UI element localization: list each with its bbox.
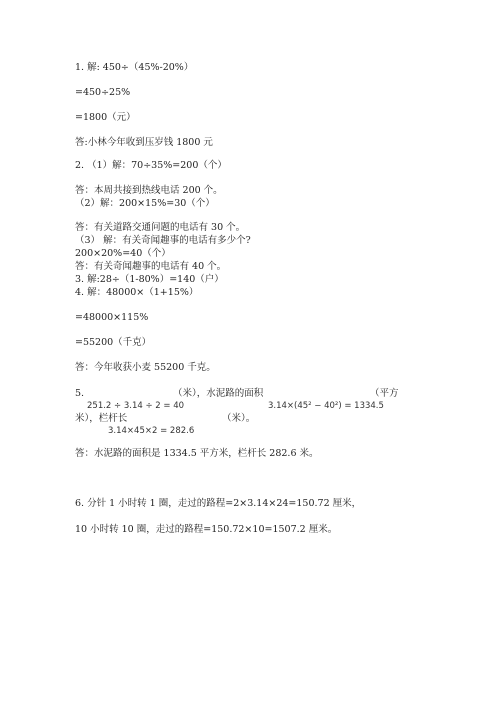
- answer-2-part-1: 2. （1）解：70÷35%=200（个）: [75, 160, 227, 171]
- answer-5-number: 5.: [75, 388, 85, 399]
- answer-2-part-3-calc: 200×20%=40（个）: [75, 248, 171, 259]
- answer-6-line-1: 6. 分针 1 小时转 1 圈，走过的路程=2×3.14×24=150.72 厘米，: [75, 498, 362, 509]
- answer-2-part-3: （3） 解：有关奇闻趣事的电话有多少个?: [75, 235, 251, 246]
- answer-5-line-1-unit: （平方: [370, 388, 399, 399]
- answer-2-part-3-conclusion: 答：有关奇闻趣事的电话有 40 个。: [75, 261, 227, 272]
- answer-3: 3. 解:28÷（1-80%）=140（户）: [75, 274, 224, 285]
- formula-area: 3.14×(45² − 40²) = 1334.5: [268, 401, 384, 411]
- answer-6-line-2: 10 小时转 10 圈，走过的路程=150.72×10=1507.2 厘米。: [75, 524, 338, 535]
- answer-5-line-2-unit: （米）。: [222, 413, 256, 424]
- answer-1-line-3: =1800（元）: [75, 112, 136, 123]
- answer-5-line-2-text: 米），栏杆长: [75, 413, 128, 424]
- answer-4-line-3: =55200（千克）: [75, 337, 152, 348]
- answer-4-line-1: 4. 解：48000×（1+15%）: [75, 287, 199, 298]
- formula-radius: 251.2 ÷ 3.14 ÷ 2 = 40: [87, 401, 185, 411]
- formula-fence-length: 3.14×45×2 = 282.6: [108, 426, 195, 436]
- answer-1-line-1: 1. 解: 450÷（45%-20%）: [75, 62, 194, 73]
- answer-1-conclusion: 答:小林今年收到压岁钱 1800 元: [75, 137, 213, 148]
- answer-1-line-2: =450÷25%: [75, 87, 131, 98]
- answer-2-part-2-conclusion: 答：有关道路交通问题的电话有 30 个。: [75, 222, 246, 233]
- answer-2-part-2: （2）解：200×15%=30（个）: [75, 198, 215, 209]
- answer-5-conclusion: 答：水泥路的面积是 1334.5 平方米，栏杆长 282.6 米。: [75, 448, 319, 459]
- answer-4-line-2: =48000×115%: [75, 312, 149, 323]
- answer-4-conclusion: 答：今年收获小麦 55200 千克。: [75, 362, 216, 373]
- answer-5-line-1-text: （米），水泥路的面积: [173, 388, 264, 399]
- answer-2-part-1-conclusion: 答：本周共接到热线电话 200 个。: [75, 185, 223, 196]
